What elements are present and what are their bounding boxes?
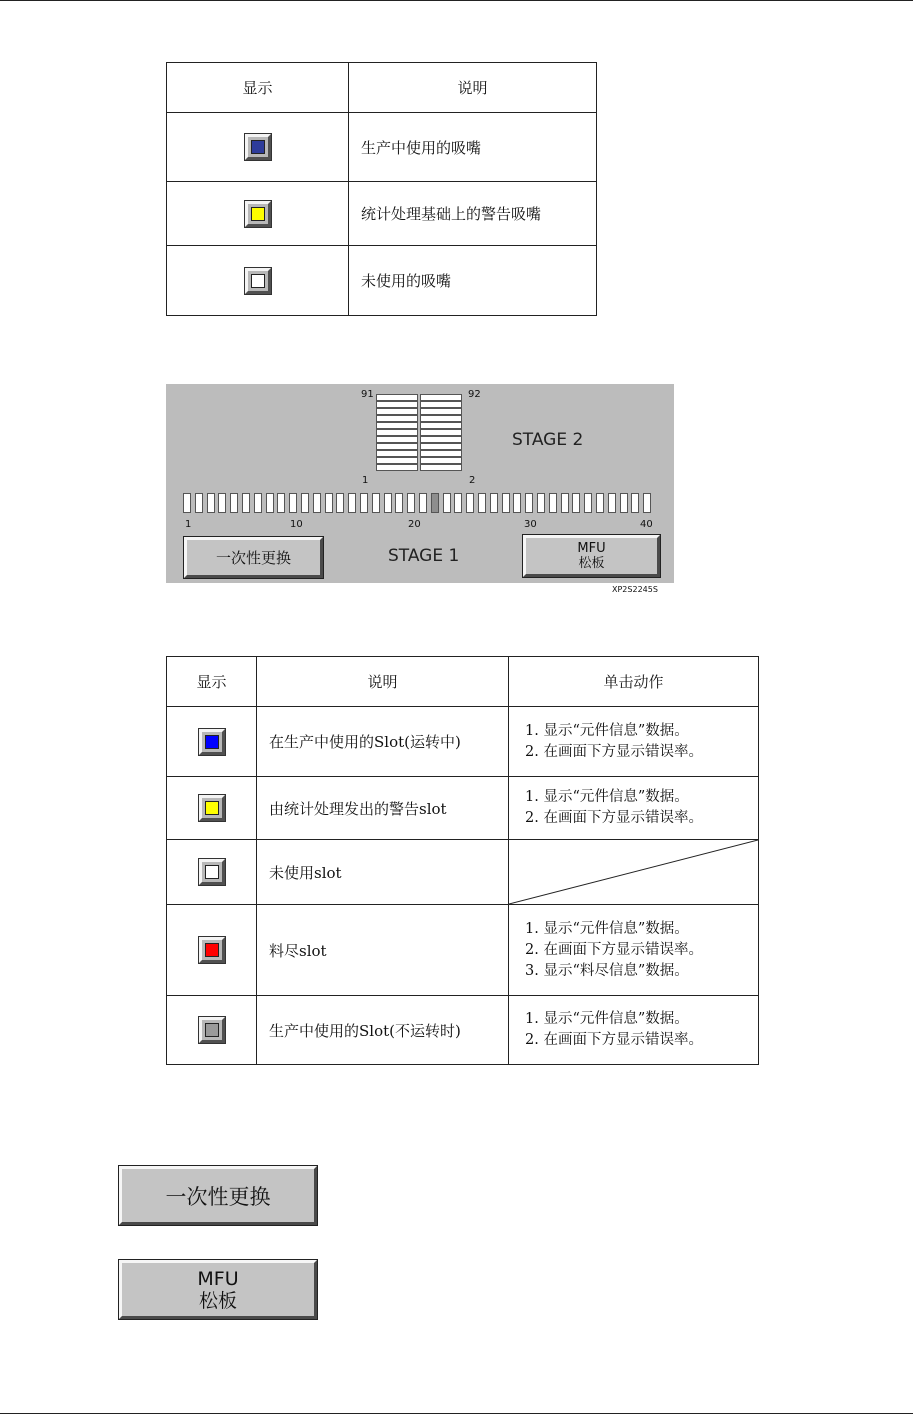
stage2-nozzle-bar[interactable] <box>376 457 418 464</box>
stage1-slot[interactable] <box>395 493 403 513</box>
table-row <box>167 777 759 840</box>
row-description: 料尽slot <box>257 905 509 996</box>
table-row <box>167 996 759 1065</box>
stage1-slot[interactable] <box>561 493 569 513</box>
stage1-slot[interactable] <box>478 493 486 513</box>
stage1-slot[interactable] <box>596 493 604 513</box>
slot-tick-label: 10 <box>290 519 303 530</box>
stage2-nozzle-bar[interactable] <box>376 408 418 415</box>
slot-legend-table <box>166 656 759 1065</box>
stage2-nozzle-bar[interactable] <box>376 401 418 408</box>
mfu-release-button-large-line2: 松板 <box>198 1289 237 1312</box>
stage2-nozzle-bar[interactable] <box>420 450 462 457</box>
stage1-slot[interactable] <box>254 493 262 513</box>
stage2-nozzle-bar[interactable] <box>376 436 418 443</box>
stage2-label-bottom-left: 1 <box>362 475 369 486</box>
stage1-slot[interactable] <box>537 493 545 513</box>
stage2-nozzle-bar[interactable] <box>420 464 462 471</box>
stage2-nozzle-bar[interactable] <box>420 401 462 408</box>
stage2-nozzle-bar[interactable] <box>376 443 418 450</box>
slot-tick-label: 40 <box>640 519 653 530</box>
stage1-slot[interactable] <box>620 493 628 513</box>
stage1-slot[interactable] <box>336 493 344 513</box>
slot-tick-label: 1 <box>185 519 192 530</box>
mfu-release-button-line1: MFU <box>577 541 606 556</box>
figure-code: XP2S2245S <box>612 585 658 594</box>
row-actions: 1. 显示“元件信息”数据。 2. 在画面下方显示错误率。 <box>509 996 759 1065</box>
stage1-slot[interactable] <box>277 493 285 513</box>
stage1-slot[interactable] <box>218 493 226 513</box>
slot-tick-label: 20 <box>408 519 421 530</box>
blue-slot-indicator-icon <box>199 729 225 755</box>
stage2-nozzle-bar[interactable] <box>376 394 418 401</box>
yellow-nozzle-indicator-icon <box>245 201 271 227</box>
stage1-slot[interactable] <box>490 493 498 513</box>
row-description: 由统计处理发出的警告slot <box>257 777 509 840</box>
stage2-nozzle-bar[interactable] <box>376 450 418 457</box>
stage1-slot[interactable] <box>443 493 451 513</box>
stage1-slot[interactable] <box>360 493 368 513</box>
table-row <box>167 182 597 246</box>
row-description: 在生产中使用的Slot(运转中) <box>257 707 509 777</box>
stage2-nozzle-bar[interactable] <box>420 429 462 436</box>
stage2-nozzle-grid <box>376 394 462 472</box>
stage1-slot[interactable] <box>466 493 474 513</box>
stage1-label: STAGE 1 <box>388 546 460 566</box>
stage2-label-bottom-right: 2 <box>469 475 476 486</box>
row-description: 未使用slot <box>257 840 509 905</box>
header-click-action: 单击动作 <box>509 657 759 707</box>
stage2-nozzle-bar[interactable] <box>420 394 462 401</box>
stage2-nozzle-bar[interactable] <box>420 415 462 422</box>
stage2-nozzle-bar[interactable] <box>376 422 418 429</box>
stage2-nozzle-bar[interactable] <box>376 464 418 471</box>
stage1-slot[interactable] <box>631 493 639 513</box>
stage1-slot[interactable] <box>183 493 191 513</box>
stage1-slot[interactable] <box>608 493 616 513</box>
stage1-slot[interactable] <box>325 493 333 513</box>
slot-tick-label: 30 <box>524 519 537 530</box>
slot-status-panel <box>166 384 674 583</box>
table-row <box>167 246 597 316</box>
row-actions: 1. 显示“元件信息”数据。 2. 在画面下方显示错误率。 3. 显示“料尽信息”数据。 <box>509 905 759 996</box>
stage1-slot[interactable] <box>266 493 274 513</box>
footer-rule <box>0 1413 913 1414</box>
table-row <box>167 840 759 905</box>
mfu-release-button-line2: 松板 <box>578 556 605 571</box>
stage2-label: STAGE 2 <box>512 430 584 450</box>
gray-slot-indicator-icon <box>199 1017 225 1043</box>
header-display: 显示 <box>167 657 257 707</box>
row-actions: 1. 显示“元件信息”数据。 2. 在画面下方显示错误率。 <box>509 777 759 840</box>
blue-nozzle-indicator-icon <box>245 134 271 160</box>
header-description: 说明 <box>349 63 597 113</box>
mfu-release-button-large-line1: MFU <box>197 1267 239 1290</box>
stage1-slot[interactable] <box>195 493 203 513</box>
stage1-slot[interactable] <box>572 493 580 513</box>
row-actions: 1. 显示“元件信息”数据。 2. 在画面下方显示错误率。 <box>509 707 759 777</box>
stage1-slot[interactable] <box>348 493 356 513</box>
table-row <box>167 113 597 182</box>
batch-replace-button[interactable] <box>184 537 323 578</box>
stage1-slot[interactable] <box>454 493 462 513</box>
red-slot-indicator-icon <box>199 937 225 963</box>
header-description: 说明 <box>257 657 509 707</box>
nozzle-legend-table <box>166 62 597 316</box>
stage1-slot[interactable] <box>419 493 427 513</box>
stage2-nozzle-bar[interactable] <box>420 457 462 464</box>
diagonal-slash <box>509 840 758 904</box>
stage1-slot[interactable] <box>207 493 215 513</box>
empty-action-cell <box>509 840 759 905</box>
white-slot-indicator-icon <box>199 859 225 885</box>
stage2-label-top-left: 91 <box>361 389 374 400</box>
row-description: 统计处理基础上的警告吸嘴 <box>349 182 597 246</box>
stage1-slot[interactable] <box>525 493 533 513</box>
stage1-slot[interactable] <box>549 493 557 513</box>
stage2-nozzle-bar[interactable] <box>376 415 418 422</box>
stage1-slot[interactable] <box>242 493 250 513</box>
table-row <box>167 905 759 996</box>
batch-replace-button-label: 一次性更换 <box>215 549 291 567</box>
mfu-release-button-large[interactable] <box>119 1260 317 1319</box>
yellow-slot-indicator-icon <box>199 795 225 821</box>
header-rule <box>0 0 913 1</box>
stage2-label-top-right: 92 <box>468 389 481 400</box>
stage1-slot[interactable] <box>431 493 439 513</box>
stage1-slot[interactable] <box>372 493 380 513</box>
stage2-nozzle-bar[interactable] <box>420 422 462 429</box>
stage1-slot[interactable] <box>301 493 309 513</box>
header-display: 显示 <box>167 63 349 113</box>
stage1-slot[interactable] <box>643 493 651 513</box>
mfu-release-button[interactable] <box>523 535 660 577</box>
stage1-slot[interactable] <box>513 493 521 513</box>
stage1-slot[interactable] <box>230 493 238 513</box>
stage2-nozzle-bar[interactable] <box>420 443 462 450</box>
row-description: 未使用的吸嘴 <box>349 246 597 316</box>
batch-replace-button-large-label: 一次性更换 <box>165 1184 271 1209</box>
stage1-slot-row <box>183 493 655 515</box>
stage2-nozzle-bar[interactable] <box>376 429 418 436</box>
stage1-slot[interactable] <box>407 493 415 513</box>
stage1-slot[interactable] <box>289 493 297 513</box>
stage2-nozzle-bar[interactable] <box>420 408 462 415</box>
stage1-slot[interactable] <box>384 493 392 513</box>
batch-replace-button-large[interactable] <box>119 1166 317 1225</box>
stage2-nozzle-bar[interactable] <box>420 436 462 443</box>
stage1-slot[interactable] <box>502 493 510 513</box>
white-nozzle-indicator-icon <box>245 268 271 294</box>
stage1-slot[interactable] <box>584 493 592 513</box>
row-description: 生产中使用的Slot(不运转时) <box>257 996 509 1065</box>
stage1-slot[interactable] <box>313 493 321 513</box>
table-row <box>167 707 759 777</box>
row-description: 生产中使用的吸嘴 <box>349 113 597 182</box>
